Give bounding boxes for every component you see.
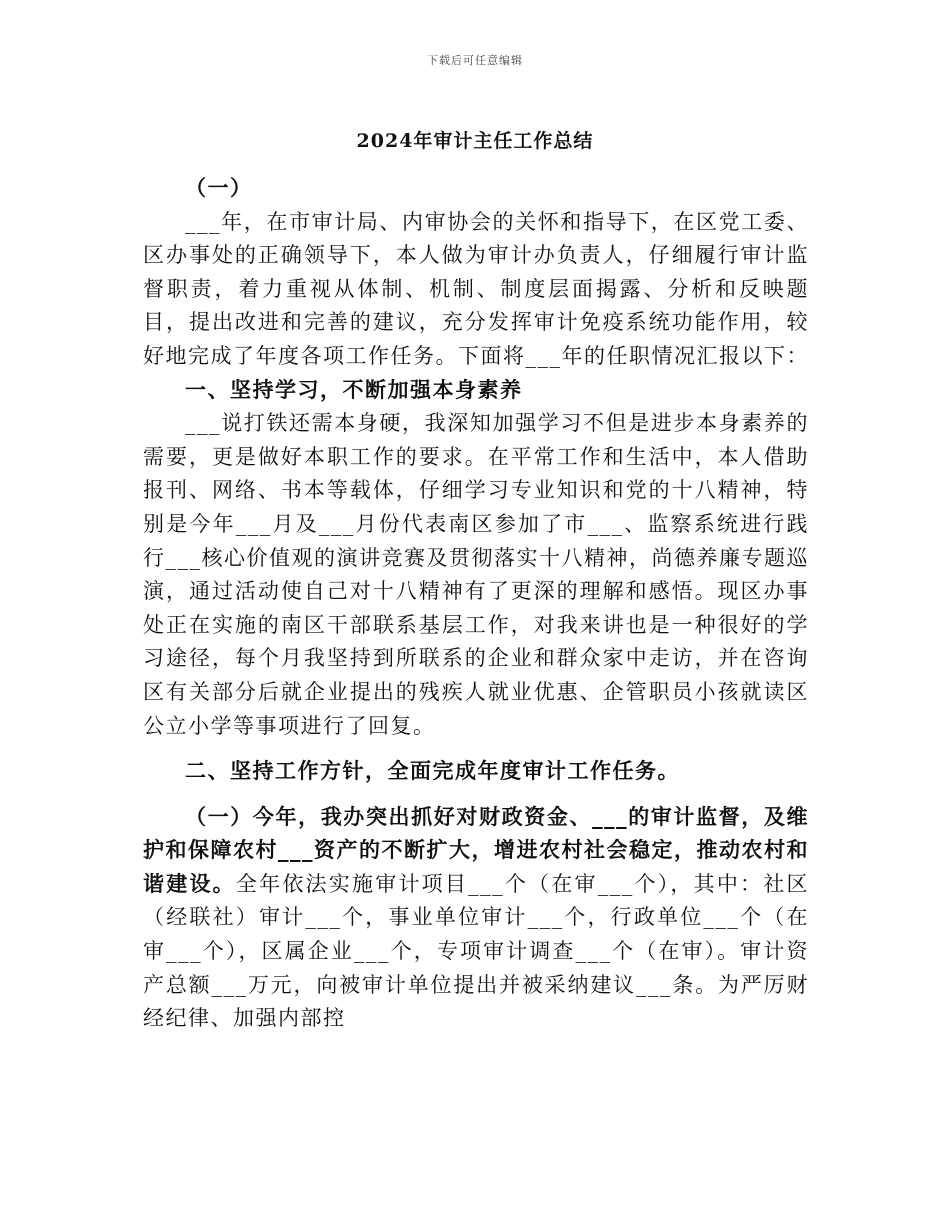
work-paragraph-lead: （一）今年，我办突出抓好对财政资金、___的审计监督，及维护和保障农村___资产的不断扩大，增进农村社会稳定，推动农村和谐建设。: [143, 804, 809, 896]
work-paragraph-body: 全年依法实施审计项目___个（在审___个），其中：社区（经联社）审计___个，事业单位审计___个，行政单位___个（在审___个），区属企业___个，专项审计调查___个（在审）。审计资产总额___万元，向被审计单位提出并被采纳建议___条。为严厉财经纪律、加强内部控: [143, 871, 809, 1031]
document-body: [143, 172, 809, 1036]
study-paragraph: ___说打铁还需本身硬，我深知加强学习不但是进步本身素养的需要，更是做好本职工作的要求。在平常工作和生活中，本人借助报刊、网络、书本等载体，仔细学习专业知识和党的十八精神，特别是今年___月及___月份代表南区参加了市___、监察系统进行践行___核心价值观的演讲竞赛及贯彻落实十八精神，尚德养廉专题巡演，通过活动使自己对十八精神有了更深的理解和感悟。现区办事处正在实施的南区干部联系基层工作，对我来讲也是一种很好的学习途径，每个月我坚持到所联系的企业和群众家中走访，并在咨询区有关部分后就企业提出的残疾人就业优惠、企管职员小孩就读区公立小学等事项进行了回复。: [143, 411, 809, 738]
work-paragraph: [143, 801, 809, 1036]
heading-study: 一、坚持学习，不断加强本身素养: [185, 377, 523, 402]
section-marker: （一）: [185, 176, 253, 200]
intro-paragraph: ___年，在市审计局、内审协会的关怀和指导下，在区党工委、区办事处的正确领导下，本人做为审计办负责人，仔细履行审计监督职责，着力重视从体制、机制、制度层面揭露、分析和反映题目，提出改进和完善的建议，充分发挥审计免疫系统功能作用，较好地完成了年度各项工作任务。下面将___年的任职情况汇报以下：: [143, 209, 809, 368]
header-note: 下载后可任意编辑: [427, 54, 523, 67]
document-title: 2024年审计主任工作总结: [356, 130, 594, 152]
heading-work-policy: 二、坚持工作方针，全面完成年度审计工作任务。: [185, 759, 680, 784]
